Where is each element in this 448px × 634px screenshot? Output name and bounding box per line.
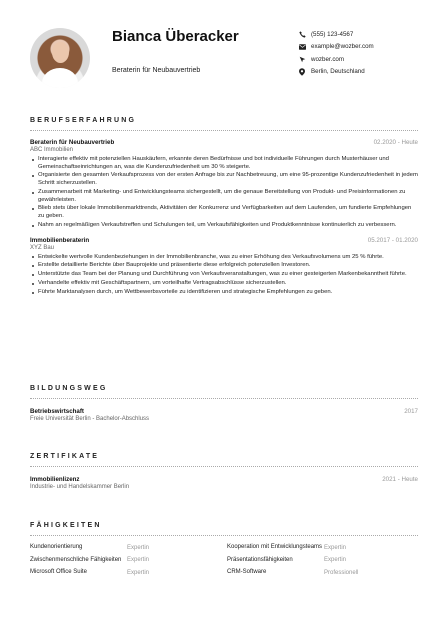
link-icon xyxy=(298,55,306,63)
contact-list xyxy=(298,28,448,78)
section-divider xyxy=(30,398,418,399)
job-entry xyxy=(30,139,418,230)
contact-phone xyxy=(298,28,448,40)
skill-level: Expertin xyxy=(127,544,150,551)
section-title: BERUFSERFAHRUNG xyxy=(30,117,137,124)
degree-title: Betriebswirtschaft xyxy=(30,408,84,415)
skills-section xyxy=(30,522,418,577)
phone-icon xyxy=(298,30,306,38)
bullet-item: Organisierte den gesamten Verkaufsprozess von der ersten Anfrage bis zur Nachbetreuung, um eine 95-prozentige Kundenzufriedenheit in jedem Schritt sicherzustellen. xyxy=(30,172,418,187)
skill-level: Expertin xyxy=(324,557,347,564)
contact-website[interactable] xyxy=(298,53,448,65)
skill-level: Expertin xyxy=(127,569,150,576)
bullet-item: Verhandelte effektiv mit Geschäftspartnern, um vorteilhafte Vertragsabschlüsse sicherzustellen. xyxy=(30,280,418,288)
certificate-date: 2021 - Heute xyxy=(382,476,418,483)
skills-grid xyxy=(30,544,418,577)
skill-name: Präsentationsfähigkeiten xyxy=(227,556,293,563)
section-divider xyxy=(30,130,418,131)
bullet-item: Blieb stets über lokale Immobilienmarkttrends, Aktivitäten der Konkurrenz und Verfügbarkeiten auf dem Laufenden, um fundierte Empfehlungen zu geben. xyxy=(30,205,418,220)
bullet-item: Unterstützte das Team bei der Planung und Durchführung von Verkaufsveranstaltungen, was zu einer gesteigerten Markenbekanntheit führte. xyxy=(30,271,418,279)
bullet-item: Führte Marktanalysen durch, um Wettbewerbsvorteile zu identifizieren und strategische Empfehlungen zu geben. xyxy=(30,289,418,297)
bullet-item: Entwickelte wertvolle Kundenbeziehungen in der Immobilienbranche, was zu einer Erhöhung des Verkaufsvolumens um 25 % führte. xyxy=(30,254,418,262)
profile-photo xyxy=(30,28,90,88)
bullet-item: Interagierte effektiv mit potenziellen Hauskäufern, erkannte deren Bedürfnisse und bot individuelle Führungen durch Musterhäuser und Gemeinschaftseinrichtungen an, was die Kundenzufriedenheit um 30 % steigerte. xyxy=(30,156,418,171)
bullet-item: Nahm an regelmäßigen Verkaufstreffen und Schulungen teil, um Verkaufsfähigkeiten und Produktkenntnisse kontinuierlich zu verbessern. xyxy=(30,222,418,230)
job-entry xyxy=(30,237,418,297)
education-date: 2017 xyxy=(404,408,418,415)
skill-name: CRM-Software xyxy=(227,569,267,575)
job-company: XYZ Bau xyxy=(30,244,55,251)
contact-location-text: Berlin, Deutschland xyxy=(311,68,365,75)
job-company: ABC Immobilien xyxy=(30,147,74,153)
section-title: ZERTIFIKATE xyxy=(30,453,100,460)
job-title: Immobilienberaterin xyxy=(30,236,90,244)
contact-website-text: wozber.com xyxy=(311,55,345,63)
candidate-name: Bianca Überacker xyxy=(112,28,239,45)
skill-name: Kooperation mit Entwicklungsteams xyxy=(227,544,323,550)
section-divider xyxy=(30,535,418,536)
institution: Freie Universität Berlin - Bachelor-Abschluss xyxy=(30,416,150,422)
certificate-entry xyxy=(30,476,418,490)
skill-level: Professionell xyxy=(324,569,359,576)
experience-section xyxy=(30,117,418,298)
job-title: Beraterin für Neubauvertrieb xyxy=(30,139,115,146)
email-icon xyxy=(298,43,306,51)
contact-phone-text: (555) 123-4567 xyxy=(311,30,354,38)
resume-header xyxy=(30,28,430,98)
certificate-issuer: Industrie- und Handelskammer Berlin xyxy=(30,484,130,490)
contact-email[interactable] xyxy=(298,41,448,53)
location-icon xyxy=(298,68,306,76)
certificate-title: Immobilienlizenz xyxy=(30,476,80,483)
skill-name: Kundenorientierung xyxy=(30,544,83,550)
candidate-role: Beraterin für Neubauvertrieb xyxy=(112,67,201,74)
skill-name: Microsoft Office Suite xyxy=(30,569,87,575)
job-date: 05.2017 - 01.2020 xyxy=(367,236,418,244)
bullet-item: Zusammenarbeit mit Marketing- und Entwicklungsteams sichergestellt, um die genaue Bereitstellung von Produkt- und Preisinformationen zu gewährleisten. xyxy=(30,189,418,204)
job-bullets xyxy=(30,156,418,230)
education-entry xyxy=(30,408,418,422)
section-title: BILDUNGSWEG xyxy=(30,385,108,392)
contact-email-text: example@wozber.com xyxy=(311,43,374,50)
section-title: FÄHIGKEITEN xyxy=(30,522,102,529)
skill-level: Expertin xyxy=(127,557,150,564)
contact-location xyxy=(298,66,448,78)
education-section xyxy=(30,385,418,422)
job-date: 02.2020 - Heute xyxy=(373,139,418,146)
certificates-section xyxy=(30,453,418,490)
skill-level: Expertin xyxy=(324,544,347,551)
skill-name: Zwischenmenschliche Fähigkeiten xyxy=(30,556,122,563)
section-divider xyxy=(30,466,418,467)
bullet-item: Erstellte detaillierte Berichte über Bauprojekte und präsentierte diese erfolgreich potenziellen Investoren. xyxy=(30,262,418,270)
job-bullets xyxy=(30,254,418,297)
